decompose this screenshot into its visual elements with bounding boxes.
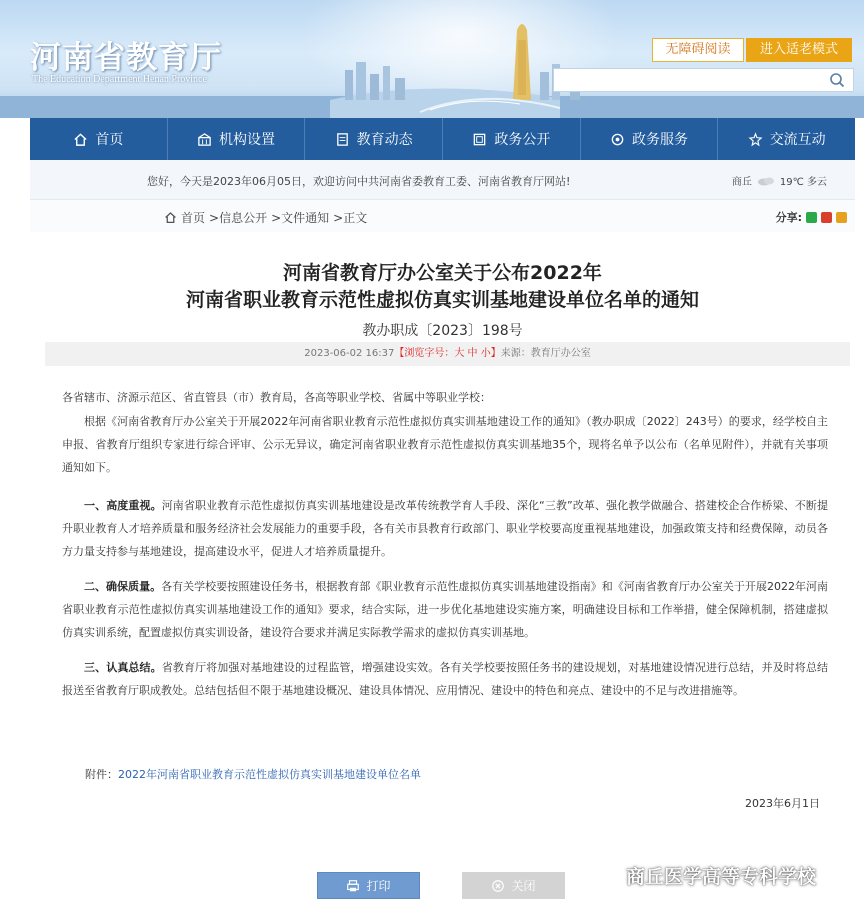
font-size-switch[interactable]: 【浏览字号：大 中 小】 <box>394 348 501 359</box>
print-label: 打印 <box>366 879 391 893</box>
nav-label: 交流互动 <box>769 132 826 148</box>
article-title-line1: 河南省教育厅办公室关于公布2022年 <box>283 262 602 284</box>
wechat-share-icon[interactable] <box>806 212 817 223</box>
article-source: 来源：教育厅办公室 <box>500 348 591 359</box>
breadcrumb-home[interactable]: 首页 <box>181 211 206 225</box>
news-icon <box>335 132 350 147</box>
search-input[interactable] <box>554 69 822 91</box>
wechat-logo-icon <box>588 864 618 888</box>
printer-icon <box>346 879 360 893</box>
cloud-icon <box>756 176 776 186</box>
nav-label: 教育动态 <box>356 132 413 148</box>
watermark-text: 商丘医学高等专科学校 <box>626 866 817 888</box>
intro-paragraph: 根据《河南省教育厅办公室关于开展2022年河南省职业教育示范性虚拟仿真实训基地建设工作的通知》（教办职成〔2022〕243号）的要求，经学校自主申报、省教育厅组织专家进行综合评审、公示无异议，确定河南省职业教育示范性虚拟仿真实训基地35个，现将名单予以公布（名单见附件），并就有关事项通知如下。 <box>62 415 828 474</box>
paragraph-2 <box>62 575 828 644</box>
welcome-text: 您好，今天是2023年06月05日，欢迎访问中共河南省委教育工委、河南省教育厅网站! <box>147 175 571 188</box>
nav-label: 政务公开 <box>494 132 551 148</box>
nav-item-home[interactable] <box>30 118 168 160</box>
share-bar <box>776 209 847 225</box>
nav-item-open-gov[interactable] <box>443 118 581 160</box>
weather-temp: 19℃ 多云 <box>779 177 827 188</box>
attachment-link[interactable]: 2022年河南省职业教育示范性虚拟仿真实训基地建设单位名单 <box>118 768 421 781</box>
close-icon <box>491 879 505 893</box>
wechat-watermark <box>588 862 816 889</box>
nav-label: 机构设置 <box>219 132 275 148</box>
publish-time: 2023-06-02 16:37 <box>304 348 395 359</box>
home-icon <box>73 132 88 147</box>
close-label: 关闭 <box>511 879 536 893</box>
breadcrumb-current: >正文 <box>333 211 368 225</box>
site-subtitle: The Education Department Henan Province <box>32 74 207 85</box>
article-meta <box>45 342 850 366</box>
qzone-share-icon[interactable] <box>836 212 847 223</box>
paragraph-3 <box>62 656 828 702</box>
signing-date: 2023年6月1日 <box>745 797 820 810</box>
service-icon <box>610 132 625 147</box>
breadcrumb <box>30 200 855 232</box>
home-icon <box>164 211 177 224</box>
attachment-label: 附件： <box>85 768 118 781</box>
elder-mode-button[interactable]: 进入适老模式 <box>746 38 852 62</box>
paragraph-2-heading: 二、确保质量。 <box>84 580 162 593</box>
article-title-line2: 河南省职业教育示范性虚拟仿真实训基地建设单位名单的通知 <box>185 289 699 311</box>
weather-widget <box>732 173 827 188</box>
open-gov-icon <box>472 132 487 147</box>
paragraph-3-body: 省教育厅将加强对基地建设的过程监管，增强建设实效。各有关学校要按照任务书的建设规划，对基地建设情况进行总结，并及时将总结报送至省教育厅职成教处。总结包括但不限于基地建设概况、建设具体情况、应用情况、建设中的特色和亮点、建设中的不足与改进措施等。 <box>62 661 829 697</box>
search-box <box>553 68 854 92</box>
weibo-share-icon[interactable] <box>821 212 832 223</box>
document-number: 教办职成〔2023〕198号 <box>362 323 523 339</box>
attachment-line <box>85 766 421 782</box>
site-title: 河南省教育厅 <box>30 40 222 76</box>
paragraph-1 <box>62 494 828 563</box>
paragraph-1-heading: 一、高度重视。 <box>84 499 162 512</box>
nav-item-interact[interactable] <box>718 118 855 160</box>
nav-item-service[interactable] <box>581 118 719 160</box>
paragraph-3-heading: 三、认真总结。 <box>84 661 162 674</box>
site-header <box>0 0 864 118</box>
interact-icon <box>748 132 763 147</box>
accessible-reading-button[interactable]: 无障碍阅读 <box>652 38 744 62</box>
print-button[interactable] <box>317 872 420 899</box>
breadcrumb-notice[interactable]: >文件通知 <box>271 211 330 225</box>
breadcrumb-path <box>164 209 367 226</box>
nav-label: 首页 <box>95 132 124 148</box>
nav-item-news[interactable] <box>305 118 443 160</box>
paragraph-2-body: 各有关学校要按照建设任务书，根据教育部《职业教育示范性虚拟仿真实训基地建设指南》和《河南省教育厅办公室关于开展2022年河南省职业教育示范性虚拟仿真实训基地建设工作的通知》要求，结合实际，进一步优化基地建设实施方案，明确建设目标和工作举措，健全保障机制，搭建虚拟仿真实训系统，配置虚拟仿真实训设备，建设符合要求并满足实际教学需求的虚拟仿真实训基地。 <box>62 580 828 639</box>
nav-item-org[interactable] <box>168 118 306 160</box>
share-label: 分享: <box>775 211 802 224</box>
search-icon[interactable] <box>829 72 845 88</box>
paragraph-1-body: 河南省职业教育示范性虚拟仿真实训基地建设是改革传统教学育人手段、深化“三教”改革、强化教学做融合、搭建校企合作桥梁、不断提升职业教育人才培养质量和服务经济社会发展能力的重要手段，各有关市县教育行政部门、职业学校要高度重视基地建设，加强政策支持和经费保障，动员各方力量支持参与基地建设，提高建设水平，促进人才培养质量提升。 <box>62 499 829 558</box>
welcome-bar <box>30 160 855 200</box>
weather-city: 商丘 <box>731 177 752 188</box>
main-nav <box>30 118 855 160</box>
org-icon <box>197 132 212 147</box>
salutation: 各省辖市、济源示范区、省直管县（市）教育局，各高等职业学校、省属中等职业学校： <box>62 391 491 404</box>
nav-label: 政务服务 <box>632 132 689 148</box>
breadcrumb-info[interactable]: >信息公开 <box>209 211 268 225</box>
close-button[interactable] <box>462 872 565 899</box>
